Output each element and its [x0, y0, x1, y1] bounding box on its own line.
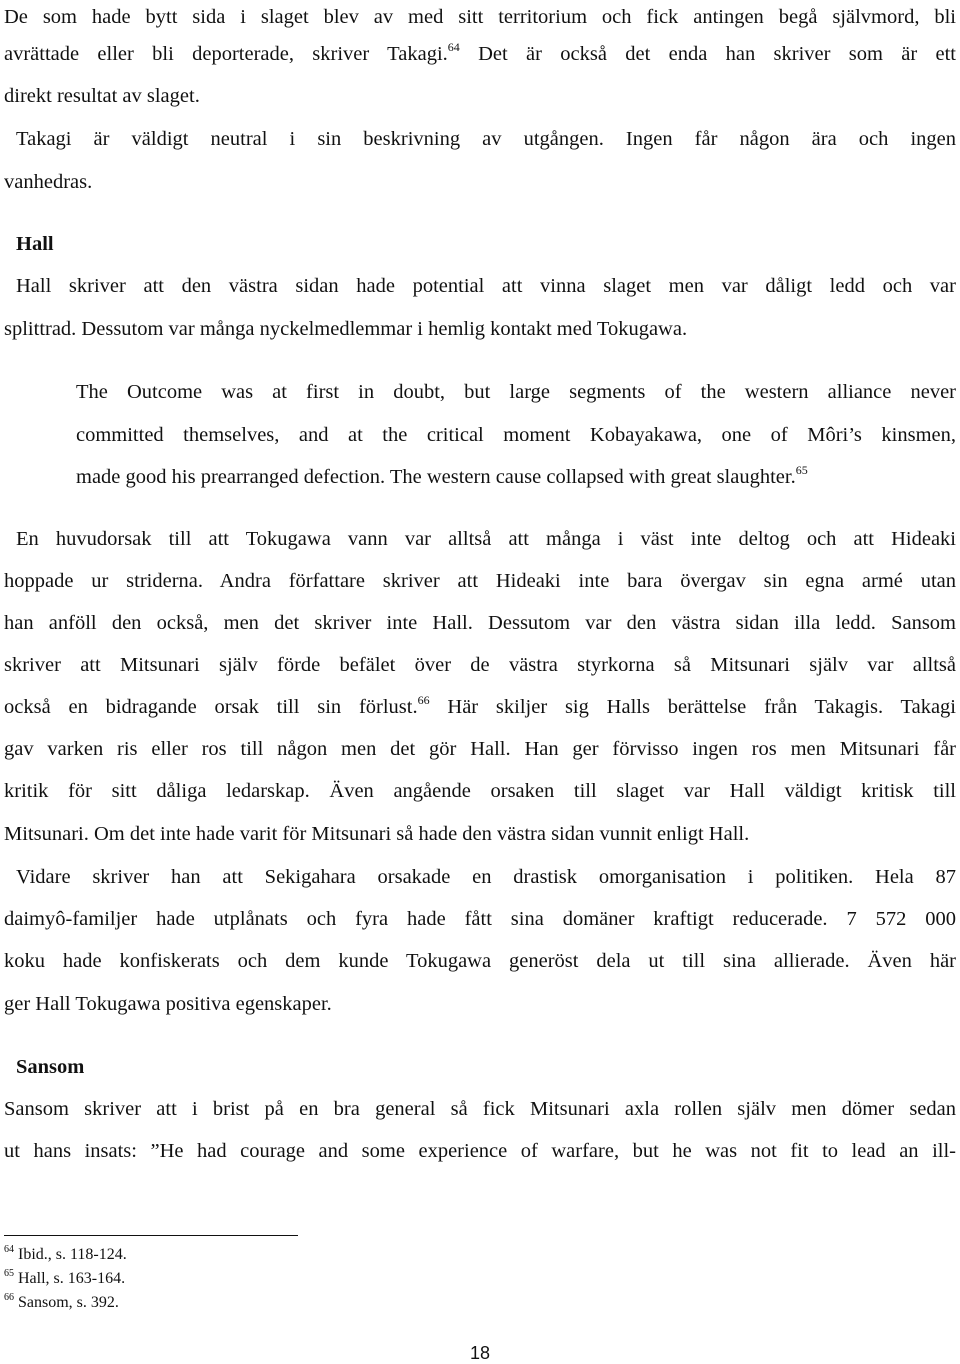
- paragraph-line: koku hade konfiskerats och dem kunde Tokugawa generöst dela ut till sina allierade. Även här: [4, 950, 956, 972]
- paragraph-line: Vidare skriver han att Sekigahara orsakade en drastisk omorganisation i politiken. Hela 87: [16, 866, 956, 888]
- paragraph-line: ger Hall Tokugawa positiva egenskaper.: [4, 993, 332, 1015]
- paragraph-line: kritik för sitt dåliga ledarskap. Även angående orsaken till slaget var Hall väldigt kritisk till: [4, 780, 956, 802]
- paragraph-line: Mitsunari. Om det inte hade varit för Mitsunari så hade den västra sidan vunnit enligt Hall.: [4, 823, 750, 845]
- paragraph-line: ut hans insats: ”He had courage and some experience of warfare, but he was not fit to lead an ill-: [4, 1140, 956, 1162]
- paragraph-line: avrättade eller bli deporterade, skriver Takagi.$^{64}$ Det är också det enda han skriver som är ett: [4, 41, 956, 65]
- paragraph-line: daimyô-familjer hade utplånats och fyra hade fått sina domäner kraftigt reducerade. 7 572 000: [4, 908, 956, 930]
- footnote-ref: 66: [417, 694, 430, 707]
- footnote-ref: 65: [795, 464, 808, 477]
- block-quote-line: The Outcome was at first in doubt, but large segments of the western alliance never: [76, 381, 956, 403]
- paragraph-line: vanhedras.: [4, 171, 93, 193]
- paragraph-line: Sansom skriver att i brist på en bra general så fick Mitsunari axla rollen själv men dömer sedan: [4, 1098, 956, 1120]
- paragraph-line: han anföll den också, men det skriver inte Hall. Dessutom var den västra sidan illa ledd. Sansom: [4, 612, 956, 634]
- footnote: $^{65}$ Hall, s. 163-164.: [4, 1268, 126, 1287]
- paragraph-line: splittrad. Dessutom var många nyckelmedlemmar i hemlig kontakt med Tokugawa.: [4, 318, 688, 340]
- page-number: 18: [469, 1343, 491, 1363]
- paragraph-line: De som hade bytt sida i slaget blev av med sitt territorium och fick antingen begå självmord, bli: [4, 6, 956, 28]
- paragraph-line: också en bidragande orsak till sin förlust.$^{66}$ Här skiljer sig Halls berättelse från Takagis. Takagi: [4, 694, 956, 718]
- block-quote-line: made good his prearranged defection. The western cause collapsed with great slaughter.$^{65}$: [76, 464, 808, 488]
- paragraph-line: Takagi är väldigt neutral i sin beskrivning av utgången. Ingen får någon ära och ingen: [16, 128, 956, 150]
- paragraph-line: Hall skriver att den västra sidan hade potential att vinna slaget men var dåligt ledd och var: [16, 275, 956, 297]
- footnote-separator: [4, 1235, 298, 1236]
- footnote-ref: 64: [447, 41, 460, 54]
- paragraph-line: skriver att Mitsunari själv förde befälet över de västra styrkorna så Mitsunari själv var alltså: [4, 654, 956, 676]
- paragraph-line: gav varken ris eller ros till någon men det gör Hall. Han ger förvisso ingen ros men Mitsunari får: [4, 738, 956, 760]
- block-quote-line: committed themselves, and at the critical moment Kobayakawa, one of Môri’s kinsmen,: [76, 424, 956, 446]
- paragraph-line: hoppade ur striderna. Andra författare skriver att Hideaki inte bara övergav sin egna armé utan: [4, 570, 956, 592]
- paragraph-line: direkt resultat av slaget.: [4, 85, 200, 107]
- paragraph-line: En huvudorsak till att Tokugawa vann var alltså att många i väst inte deltog och att Hideaki: [16, 528, 956, 550]
- footnote: $^{64}$ Ibid., s. 118-124.: [4, 1244, 127, 1263]
- section-heading-sansom: Sansom: [16, 1056, 85, 1078]
- footnote: $^{66}$ Sansom, s. 392.: [4, 1292, 119, 1311]
- section-heading-hall: Hall: [16, 233, 54, 255]
